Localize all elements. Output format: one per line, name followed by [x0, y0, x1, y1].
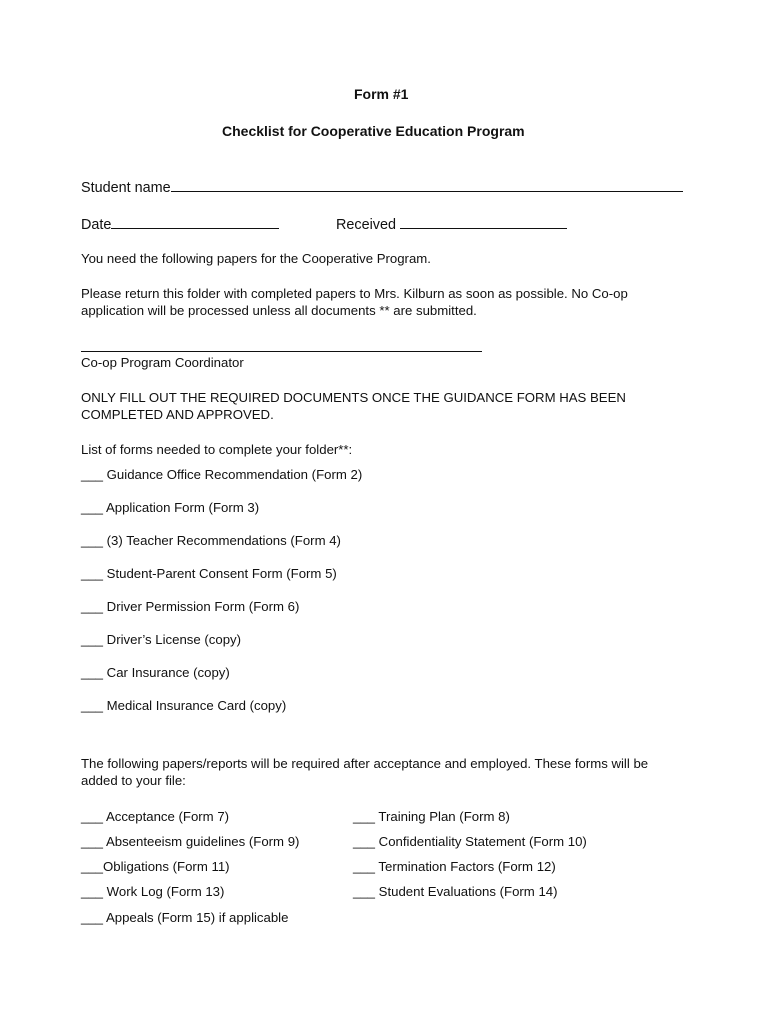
- received-field[interactable]: [336, 215, 567, 233]
- checklist-item[interactable]: ___Obligations (Form 11): [81, 859, 230, 874]
- checklist-item[interactable]: ___ Medical Insurance Card (copy): [81, 698, 287, 713]
- checklist-item[interactable]: ___ Student-Parent Consent Form (Form 5): [81, 566, 337, 581]
- notice-line-2: COMPLETED AND APPROVED.: [81, 407, 274, 422]
- return-instructions-line-2: application will be processed unless all documents ** are submitted.: [81, 303, 477, 318]
- checklist-item[interactable]: ___ Confidentiality Statement (Form 10): [353, 834, 587, 849]
- date-label: Date: [81, 217, 112, 233]
- page-title: Checklist for Cooperative Education Program: [222, 123, 525, 139]
- signature-line[interactable]: [81, 351, 482, 352]
- return-instructions-line-1: Please return this folder with completed papers to Mrs. Kilburn as soon as possible. No Co-op: [81, 286, 628, 301]
- checklist-item[interactable]: ___ Appeals (Form 15) if applicable: [81, 910, 289, 925]
- checklist-item[interactable]: ___ Student Evaluations (Form 14): [353, 884, 558, 899]
- received-line[interactable]: [400, 215, 567, 229]
- checklist-item[interactable]: ___ Termination Factors (Form 12): [353, 859, 556, 874]
- form-number: Form #1: [354, 86, 409, 102]
- after-acceptance-line-2: added to your file:: [81, 773, 186, 788]
- after-acceptance-line-1: The following papers/reports will be required after acceptance and employed. These forms will be: [81, 756, 649, 771]
- required-list-heading: List of forms needed to complete your folder**:: [81, 442, 353, 457]
- student-name-line[interactable]: [171, 178, 683, 192]
- date-line[interactable]: [111, 215, 279, 229]
- student-name-label: Student name: [81, 180, 171, 196]
- checklist-item[interactable]: ___ Guidance Office Recommendation (Form 2): [81, 467, 363, 482]
- checklist-item[interactable]: ___ (3) Teacher Recommendations (Form 4): [81, 533, 341, 548]
- checklist-item[interactable]: ___ Work Log (Form 13): [81, 884, 225, 899]
- checklist-item[interactable]: ___ Absenteeism guidelines (Form 9): [81, 834, 300, 849]
- checklist-item[interactable]: ___ Application Form (Form 3): [81, 500, 260, 515]
- checklist-item[interactable]: ___ Car Insurance (copy): [81, 665, 230, 680]
- received-label: Received: [336, 217, 396, 233]
- checklist-item[interactable]: ___ Driver Permission Form (Form 6): [81, 599, 300, 614]
- checklist-item[interactable]: ___ Acceptance (Form 7): [81, 809, 230, 824]
- signature-label: Co-op Program Coordinator: [81, 355, 244, 370]
- checklist-item[interactable]: ___ Training Plan (Form 8): [353, 809, 510, 824]
- date-field[interactable]: [81, 215, 279, 233]
- student-name-field[interactable]: [81, 178, 683, 196]
- notice-line-1: ONLY FILL OUT THE REQUIRED DOCUMENTS ONCE THE GUIDANCE FORM HAS BEEN: [81, 390, 626, 405]
- checklist-item[interactable]: ___ Driver’s License (copy): [81, 632, 242, 647]
- intro-text: You need the following papers for the Cooperative Program.: [81, 251, 431, 266]
